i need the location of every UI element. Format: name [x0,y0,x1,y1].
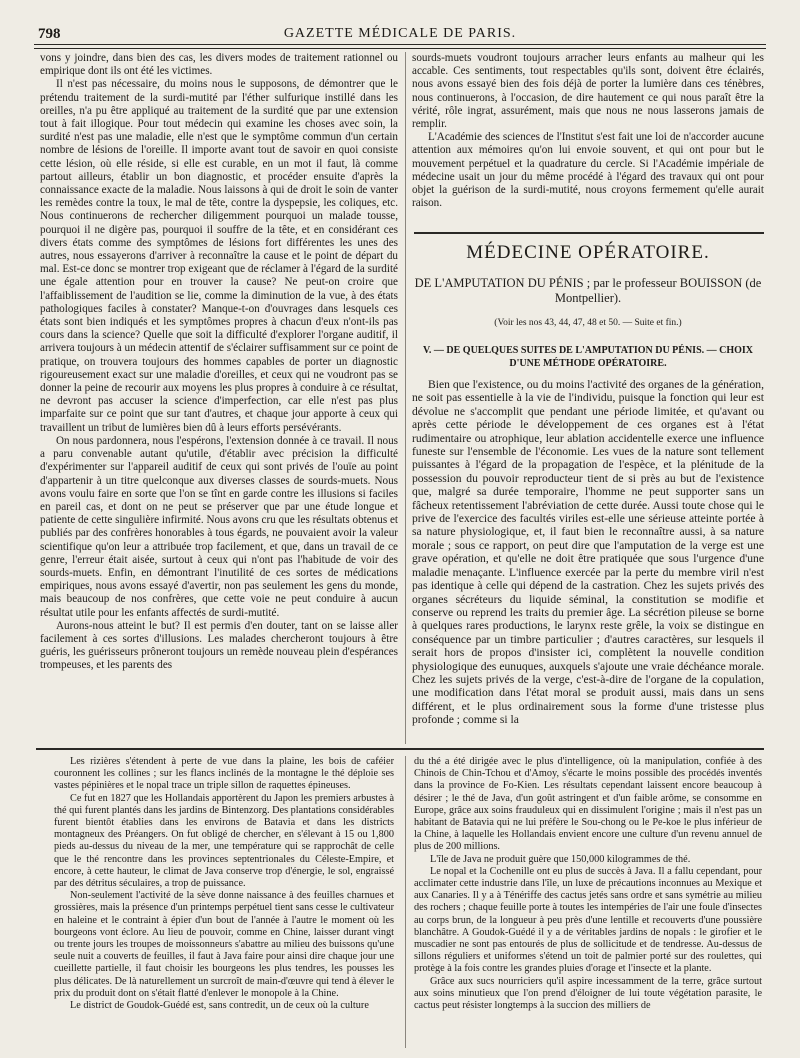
lower-left-column [54,756,394,1046]
upper-left-column [40,52,398,744]
paragraph: Bien que l'existence, ou du moins l'activité des organes de la génération, ne soit pas essentielle à la vie de l'individu, puisque la fonction qui leur est dévolue ne s'accomplit que pendant une période limitée, et qu'avant ou après cette période le développement de ces organes est à l'état rudimentaire ou atrophique, leur ablation accidentelle exerce une influence funeste sur l'ensemble de l'économie. Les vues de la nature sont tellement puissantes à l'égard de la propagation de l'espèce, et la plénitude de la possession du pouvoir reproducteur tient de si près au but de l'existence que, malgré sa durée temporaire, l'homme ne peut supporter sans un fâcheux retentissement l'abréviation de cette durée. Aussi toute chose qui le prive de l'exercice des facultés viriles est-elle une sérieuse atteinte portée à sa nature physiologique, et, il faut bien le reconnaître aussi, à sa nature morale ; sous ce rapport, on peut dire que l'amputation de la verge est une grave opération, et qu'elle ne doit être pratiquée que sous l'urgence d'une maladie menaçante. L'influence exercée par la perte du membre viril n'est pas identique à celle qui dépend de la castration. Chez les sujets privés des organes sécréteurs du liquide séminal, la constitution se modifie et conserve ou reprend les traits du premier âge. La sécrétion pileuse se borne à quelques rares productions, le larynx reste grêle, la voix se distingue en conséquence par un timbre particulier ; d'autres caractères, sur lesquels il serait hors de propos d'insister ici, complètent la nouvelle condition physiologique des eunuques, auxquels s'ajoute une vraie déchéance morale. Chez les sujets privés de la verge, c'est-à-dire de l'organe de la copulation, une modification dans l'état moral se produit aussi, mais dans un sens différent, et le plus ordinairement sous la forme d'une tristesse plus profonde ; comme si la [412,378,764,727]
paragraph: Ce fut en 1827 que les Hollandais apportèrent du Japon les premiers arbustes à thé qui furent plantés dans les jardins de Bintenzorg. Des plantations considérables furent bientôt établies dans les environs de Batavia et dans les districts montagneux des Préangers. On fut obligé de chercher, en s'élevant à 15 ou 1,800 pieds au-dessus du niveau de la mer, une température qui se rapprochât de celle que le thé rencontre dans les provinces septentrionales du Céleste-Empire, et encore, à cette hauteur, le climat de Java conserve trop d'énergie, le sol, engraissé par des détritus séculaires, a trop de puissance. [54,792,394,890]
page-header [34,24,766,44]
section-title: MÉDECINE OPÉRATOIRE. [466,242,710,263]
paragraph: Grâce aux sucs nourriciers qu'il aspire incessamment de la terre, grâce surtout aux soins minutieux que l'on prend d'éloigner de lui toute végétation parasite, le cactus peut résister longtemps à la succion des milliers de [414,975,762,1012]
paragraph: Les rizières s'étendent à perte de vue dans la plaine, les bois de caféier couronnent les collines ; sur les flancs inclinés de la montagne le thé déploie ses vastes pépinières et le nopal trace un triple sillon de raquettes épineuses. [54,756,394,792]
column-divider [405,52,406,744]
feuilleton-rule [36,748,764,750]
paragraph: Le district de Goudok-Guédé est, sans contredit, un de ceux où la culture [70,1000,369,1012]
article-subheading: V. — DE QUELQUES SUITES DE L'AMPUTATION DU PÉNIS. — CHOIX D'UNE MÉTHODE OPÉRATOIRE. [422,345,754,369]
paragraph: du thé a été dirigée avec le plus d'intelligence, où la manipulation, confiée à des Chinois de Chin-Tchou et d'Amoy, s'écarte le moins possible des procédés inventés dans la province de Fo-Kien. Les résultats cependant laissent encore beaucoup à désirer ; le thé de Java, d'un goût astringent et d'un faible arôme, se consomme en Europe, grâce aux soins frauduleux qui en dissimulent l'origine ; mais il n'est pas un habitant de Batavia qui ne lui préfère le Sou-chong ou le Pe-koe le plus inférieur de la Chine, à laquelle les Hollandais envient encore une culture d'un revenu annuel de plus de 200 millions. [414,756,762,853]
article-body [412,378,764,744]
section-rule [414,232,764,234]
paragraph: Non-seulement l'activité de la sève donne naissance à des feuilles charnues et grossières, mais la présence d'un printemps perpétuel tient sans cesse le cultivateur en haleine et le contraint à épier d'un bout de l'année à l'autre le moment où les bourgeons vont éclore. Au lieu de pouvoir, comme en Chine, laisser durant vingt ou trente jours les troupes de moissonneurs s'abattre au milieu des buissons qu'une seule nuit a couverts de feuilles, il faut à Java faire pour ainsi dire chaque jour une cueillette partielle, il faut choisir les bourgeons les plus tendres, les pousses les plus délicates. De là naturellement un surcroît de main-d'œuvre qui tend à élever le prix du produit dont on s'était flatté d'enlever le monopole à la Chine. [54,890,394,999]
paragraph: Il n'est pas nécessaire, du moins nous le supposons, de démontrer que le prétendu traitement de la surdi-mutité par l'éther sulfurique instillé dans les oreilles, n'a pu être appliqué au traitement de la surdité que par une extension tout à fait illogique. Pour tout médecin qui examine les choses avec soin, la surdité n'est pas une maladie, elle n'est que le symptôme commun d'un certain nombre de lésions de l'oreille. Il importe avant tout de savoir en quoi consiste cette lésion, où elle réside, si elle est curable, en un mot il faut, là comme partout ailleurs, établir un bon diagnostic, et procéder ensuite d'après la connaissance exacte de la maladie. Nous laissons à qui de droit le soin de vanter les remèdes contre la toux, le mal de tête, contre la dyspepsie, les coliques, etc. Nous continuerons de rechercher diligemment pourquoi un malade tousse, pourquoi il ne digère pas, pourquoi il souffre de la tête, et en considérant ces divers états comme des symptômes de lésions fort différentes les unes des autres, nous essayerons d'arriver à reconnaître la cause et le point de départ du mal. Est-ce donc se montrer trop exigeant que de réclamer à l'égard de la surdité une égale attention pour en trouver la cause? Ne peut-on croire que l'affaiblissement de l'audition se lie, comme la diminution de la vue, à des états pathologiques faciles à constater? Manque-t-on d'ouvrages dans lesquels ces états sont bien indiqués et les symptômes propres à chacun d'eux n'ont-ils pas cours dans la science? Quelle que soit la difficulté d'explorer l'organe auditif, il arrivera toujours à un médecin attentif de s'éclairer suffisamment sur ce point de pratique, on trouvera toujours des hommes capables de porter un diagnostic rigoureusement exact sur une maladie d'oreilles, et ceux qui ne voudront pas se donner la peine de recourir aux moyens les plus propres à conduire à ce résultat, ne devront pas accuser la science d'imperfection, car elle n'est pas plus imparfaite sur ce point que sur tant d'autres, et chaque jour apporte à ceux qui travaillent un tribut de lumières bien dû à leurs efforts persévérants. [40,78,398,434]
header-rule [34,44,766,49]
paragraph: L'île de Java ne produit guère que 150,000 kilogrammes de thé. [430,853,691,865]
article-reference: (Voir les nos 43, 44, 47, 48 et 50. — Suite et fin.) [494,318,682,328]
running-title: GAZETTE MÉDICALE DE PARIS. [283,26,517,41]
article-title: DE L'AMPUTATION DU PÉNIS ; par le professeur BOUISSON (de Montpellier). [414,276,762,305]
paragraph: Aurons-nous atteint le but? Il est permis d'en douter, tant on se laisse aller facilement à ces sortes d'illusions. Les malades chercheront toujours à être guéris, les guérisseurs prôneront toujours un remède nouveau plein d'espérances trompeuses, et les parents des [40,619,398,672]
paragraph: On nous pardonnera, nous l'espérons, l'extension donnée à ce travail. Il nous a paru convenable autant qu'utile, d'établir avec précision la difficulté d'expérimenter sur l'appareil auditif de ceux qui sont privés de l'ouïe au point d'appartenir à un titre quelconque aux diverses classes de sourds-muets. Nous avons voulu faire en sorte que l'on se tînt en garde contre les illusions si faciles en pareil cas, et dont on ne peut se préserver que par une étude longue et patiente de cette singulière infirmité. Nous avons cru que les résultats obtenus et publiés par des confrères honorables à tous égards, ne pouvaient avoir la valeur scientifique qu'on leur a attribuée trop facilement, et que, dans un travail de ce genre, l'erreur était aisée, surtout à ceux qui n'ont pas l'habitude de voir des sourds-muets. Enfin, en démontrant l'inutilité de ces sortes de médications empiriques, nous avons essayé d'avertir, non pas seulement les gens du monde, mais beaucoup de nos confrères, que cette voie ne peut conduire à aucun résultat utile pour les enfants affectés de surdi-mutité. [40,434,398,619]
paragraph: sourds-muets voudront toujours arracher leurs enfants au malheur qui les accable. Ces sentiments, tout respectables qu'ils sont, doivent être éclairés, nous avons essayé bien des fois déjà de porter la lumière dans ces ténèbres, nous continuerons, à l'occasion, de dire hautement ce qui nous paraît être la vérité, rôle ingrat, assurément, mais que nous ne nous lasserons jamais de remplir. [412,52,764,131]
paragraph: Le nopal et la Cochenille ont eu plus de succès à Java. Il a fallu cependant, pour acclimater cette industrie dans l'île, un luxe de précautions inconnues au Mexique et aux Canaries. Il y a à Ténériffe des cactus jetés sans ordre et sans symétrie au milieu des rochers ; chaque feuille porte à toutes les intempéries de l'air une foule d'insectes au corps brun, de la longueur à peu près d'une lentille et recouverts d'une poussière blanchâtre. A Goudok-Guédé il y a de véritables jardins de nopals : le girofier et le muscadier ne sont pas entourés de plus de sollicitude et de tendresse. Au-dessus de sillons réguliers et uniformes s'étend un toit de palmier porté sur des roulettes, qui protège à la fois contre les grandes pluies d'orage et l'insecte et la plante. [414,865,762,975]
page-number: 798 [38,26,61,42]
lower-column-divider [405,756,406,1048]
paragraph: L'Académie des sciences de l'Institut s'est fait une loi de n'accorder aucune attention aux mémoires qu'on lui envoie souvent, et qui ont pour but le mouvement perpétuel et la quadrature du cercle. Si l'Académie impériale de médecine usait un jour du même procédé à l'égard des travaux qui ont pour objet la guérison de la surdi-mutité, nous croyons fermement qu'elle aurait raison. [412,131,764,210]
paragraph: vons y joindre, dans bien des cas, les divers modes de traitement rationnel ou empirique dont ils ont été les victimes. [40,52,398,78]
upper-right-column-top [412,52,764,210]
lower-right-column [414,756,762,1046]
